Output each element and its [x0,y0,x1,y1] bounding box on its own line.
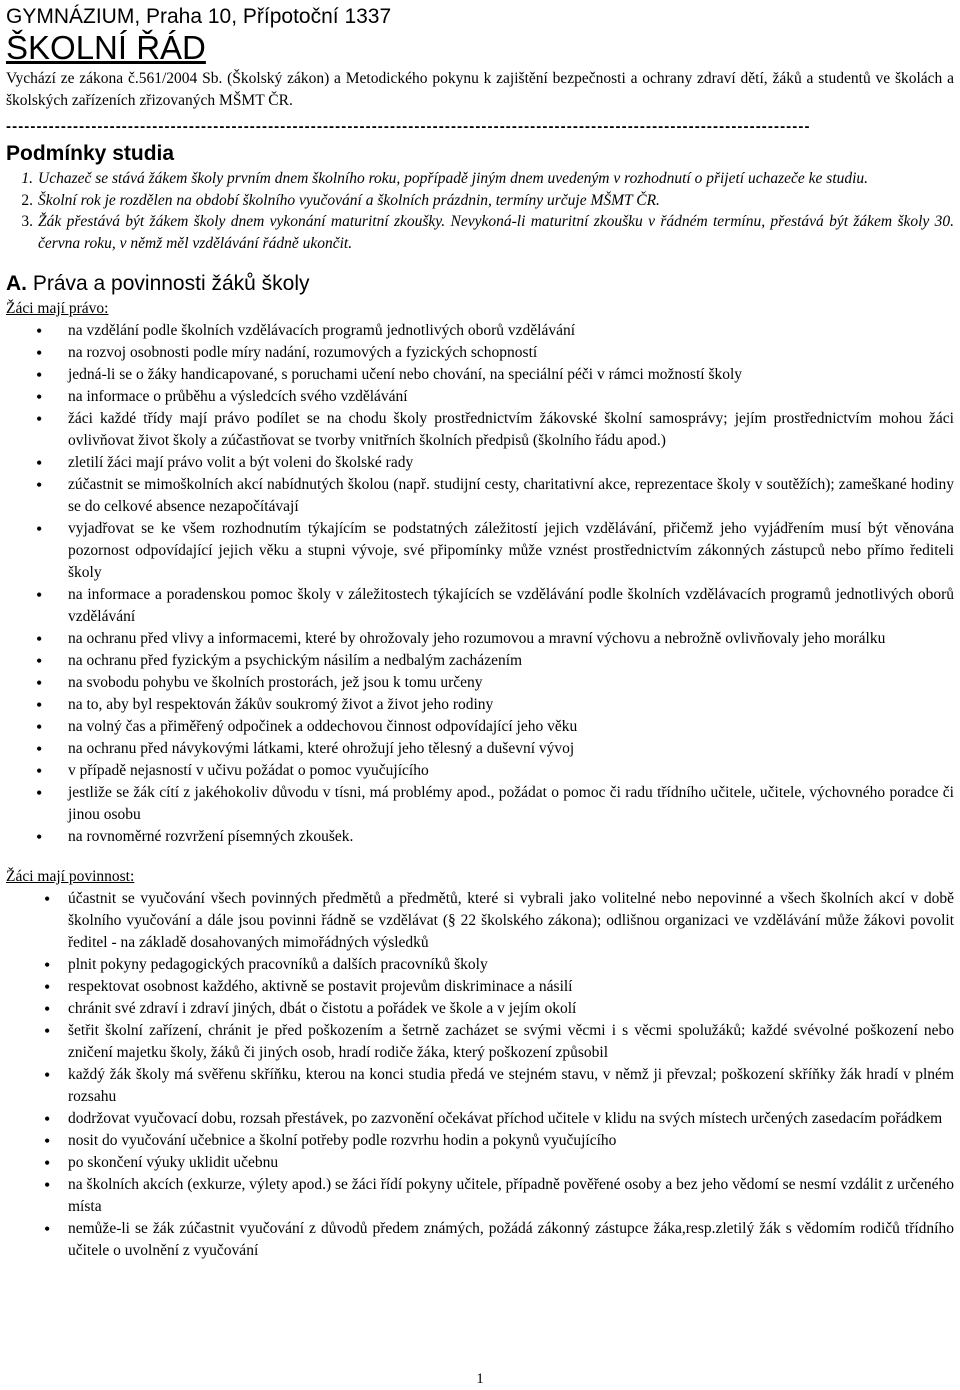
condition-item [6,211,954,254]
section-a-title: Práva a povinnosti žáků školy [32,272,310,295]
list-item: • nemůže-li se žák zúčastnit vyučování z důvodů předem známých, požádá zákonný zástupce žáka,resp.zletilý žák s vědomím rodičů třídního učitele o uvolnění z vyučování [6,1218,954,1262]
section-a-letter: A. [6,272,27,295]
list-item: • nosit do vyučování učebnice a školní potřeby podle rozvrhu hodin a pokynů vyučujícího [6,1130,954,1152]
list-item: • na rovnoměrné rozvržení písemných zkoušek. [6,826,954,848]
conditions-heading: Podmínky studia [6,142,175,165]
condition-number: 2. [21,191,33,209]
conditions-list [6,168,954,254]
school-name: GYMNÁZIUM, Praha 10, Přípotoční 1337 [6,5,392,28]
condition-number: 3. [21,213,33,230]
list-item: • žáci každé třídy mají právo podílet se na chodu školy prostřednictvím žákovské školní samosprávy; jejím prostřednictvím mohou žáci ovlivňovat život školy a zúčastňovat se tvorby vnitřních školních předpisů (školního řádu apod.) [6,408,954,452]
list-item: • účastnit se vyučování všech povinných předmětů a předmětů, které si vybrali jako volitelné nebo nepovinné a všech školních akcí v době školního vyučování a dále jsou povinni řádně se vzdělávat (§ 22 školského zákona); odlišnou organizaci ve vzdělávání může žákovi povolit ředitel - na základě dosahovaných mimořádných výsledků [6,888,954,954]
rights-subheading: Žáci mají právo: [6,300,109,317]
list-item: • na informace a poradenskou pomoc školy v záležitostech týkajících se vzdělávání podle školních vzdělávacích programů jednotlivých oborů vzdělávání [6,584,954,628]
list-item: • v případě nejasností v učivu požádat o pomoc vyučujícího [6,760,954,782]
list-item: • jedná-li se o žáky handicapované, s poruchami učení nebo chování, na speciální péči v rámci možností školy [6,364,954,386]
spacer [6,848,954,866]
list-item: • plnit pokyny pedagogických pracovníků a dalších pracovníků školy [6,954,954,976]
list-item: • na ochranu před fyzickým a psychickým násilím a nedbalým zacházením [6,650,954,672]
list-item: • šetřit školní zařízení, chránit je před poškozením a šetrně zacházet se svými věcmi i s věcmi spolužáků; každé svévolné poškození nebo zničení majetku školy, žáků či jiných osob, hradí rodiče žáka, který poškození způsobil [6,1020,954,1064]
condition-number: 1. [21,170,33,187]
condition-text: Žák přestává být žákem školy dnem vykonání maturitní zkoušky. Nevykoná-li maturitní zkoušku v řádném termínu, přestává být žákem školy 30. června roku, v němž měl vzdělávání řádně ukončit. [38,213,954,252]
list-item: • na rozvoj osobnosti podle míry nadání, rozumových a fyzických schopností [6,342,954,364]
list-item: • na ochranu před návykovými látkami, které ohrožují jeho tělesný a duševní vývoj [6,738,954,760]
list-item: • jestliže se žák cítí z jakéhokoliv důvodu v tísni, má problémy apod., požádat o pomoc či radu třídního učitele, učitele, výchovného poradce či jinou osobu [6,782,954,826]
list-item: • na ochranu před vlivy a informacemi, které by ohrožovaly jeho rozumovou a mravní výchovu a nebrožně ovlivňovaly jeho morálku [6,628,954,650]
section-a-heading [6,270,954,298]
list-item: • na volný čas a přiměřený odpočinek a oddechovou činnost odpovídající jeho věku [6,716,954,738]
list-item: • na informace o průběhu a výsledcích svého vzdělávání [6,386,954,408]
list-item: • zletilí žáci mají právo volit a být voleni do školské rady [6,452,954,474]
list-item: • chránit své zdraví i zdraví jiných, dbát o čistotu a pořádek ve škole a v jejím okolí [6,998,954,1020]
list-item: • na to, aby byl respektován žákův soukromý život a život jeho rodiny [6,694,954,716]
page-number: 1 [476,1371,484,1387]
list-item: • na svobodu pohybu ve školních prostorách, jež jsou k tomu určeny [6,672,954,694]
separator-line: ------------------------------------------------------------------------------------------------------------------------------------ [6,118,811,135]
condition-item [6,168,954,190]
list-item: • respektovat osobnost každého, aktivně se postavit projevům diskriminace a násilí [6,976,954,998]
condition-text: Uchazeč se stává žákem školy prvním dnem školního roku, popřípadě jiným dnem uvedeným v rozhodnutí o přijetí uchazeče ke studiu. [38,170,869,187]
list-item: • každý žák školy má svěřenu skříňku, kterou na konci studia předá ve stejném stavu, v němž ji převzal; poškození skříňky žák hradí v plném rozsahu [6,1064,954,1108]
document-title: ŠKOLNÍ ŘÁD [6,29,206,66]
rights-list [6,320,954,848]
condition-text: Školní rok je rozdělen na období školního vyučování a školních prázdnin, termíny určuje MŠMT ČR. [38,191,660,209]
list-item: • dodržovat vyučovací dobu, rozsah přestávek, po zazvonění očekávat příchod učitele v klidu na svých místech určených zasedacím pořádkem [6,1108,954,1130]
list-item: • po skončení výuky uklidit učebnu [6,1152,954,1174]
list-item: • zúčastnit se mimoškolních akcí nabídnutých školou (např. studijní cesty, charitativní akce, reprezentace školy v soutěžích); zameškané hodiny se do celkové absence nezapočítávají [6,474,954,518]
duties-list [6,888,954,1262]
list-item: • na školních akcích (exkurze, výlety apod.) se žáci řídí pokyny učitele, případně pověřené osoby a bez jeho vědomí se nesmí vzdálit z určeného místa [6,1174,954,1218]
intro-paragraph: Vychází ze zákona č.561/2004 Sb. (Školský zákon) a Metodického pokynu k zajištění bezpečnosti a ochrany zdraví dětí, žáků a studentů ve školách a školských zařízeních zřizovaných MŠMT ČR. [6,70,954,109]
duties-subheading: Žáci mají povinnost: [6,868,135,885]
condition-item [6,190,954,212]
list-item: • vyjadřovat se ke všem rozhodnutím týkajícím se podstatných záležitostí jejich vzdělávání, přičemž jeho vyjádřením musí být věnována pozornost odpovídající jejich věku a stupni vývoje, své připomínky může vznést prostřednictvím zákonných zástupců nebo přímo řediteli školy [6,518,954,584]
list-item: • na vzdělání podle školních vzdělávacích programů jednotlivých oborů vzdělávání [6,320,954,342]
